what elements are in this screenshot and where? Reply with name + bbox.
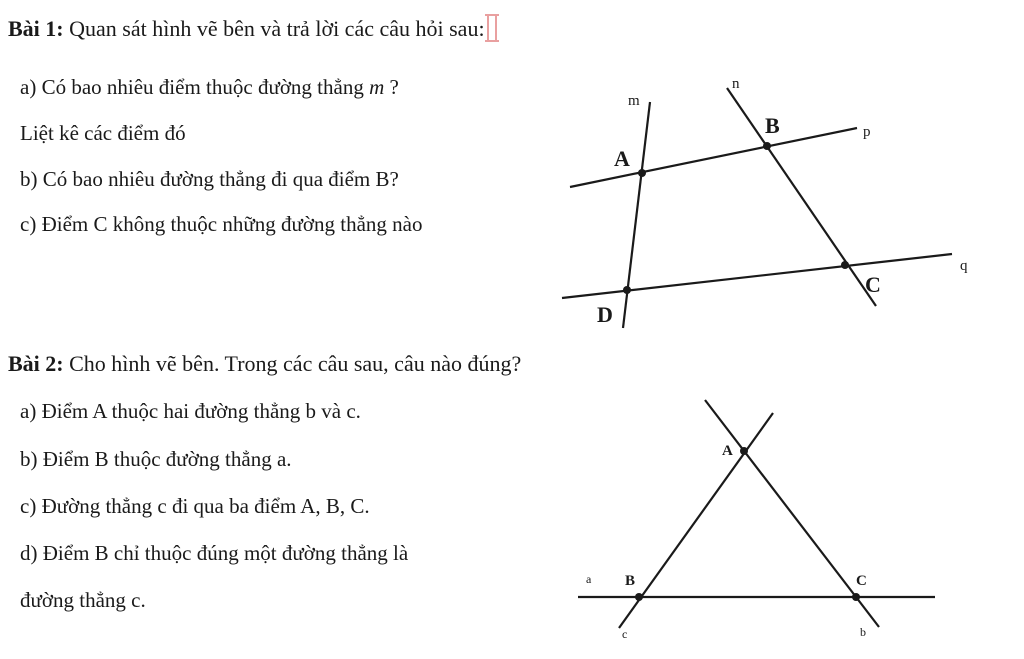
line-n-label: n — [732, 76, 740, 92]
point-c-label: C — [865, 272, 881, 297]
bai1-title-text: Quan sát hình vẽ bên và trả lời các câu hỏi sau: — [63, 16, 485, 41]
figure-1 — [562, 88, 952, 328]
figure-2-points — [635, 447, 860, 601]
line-m-label: m — [628, 93, 640, 109]
line-b-label: b — [860, 625, 866, 639]
line-m — [623, 102, 650, 328]
bai2-question-c: c) Đường thẳng c đi qua ba điểm A, B, C. — [20, 494, 370, 518]
point-c-dot — [841, 261, 849, 269]
bai2-question-a: a) Điểm A thuộc hai đường thẳng b và c. — [20, 399, 361, 423]
bai1-question-b: b) Có bao nhiêu đường thẳng đi qua điểm B? — [20, 167, 399, 191]
line-b — [705, 400, 879, 627]
point-b-dot — [763, 142, 771, 150]
point-a-label: A — [614, 146, 630, 171]
point-d-label: D — [597, 302, 613, 327]
point-b2-dot — [635, 593, 643, 601]
bai2-question-d-line2: đường thẳng c. — [20, 588, 146, 612]
bai1-title-bold: Bài 1: — [8, 16, 64, 41]
bai1-question-a-end: ? — [384, 75, 399, 99]
figure-2 — [578, 400, 935, 628]
point-c2-label: C — [856, 573, 867, 589]
point-b-label: B — [765, 113, 780, 138]
bai1-question-a-var: m — [369, 75, 385, 99]
bai2-title-bold: Bài 2: — [8, 351, 64, 376]
bai1-question-a-line2: Liệt kê các điểm đó — [20, 121, 186, 145]
point-a2-label: A — [722, 443, 733, 459]
bai2-title-text: Cho hình vẽ bên. Trong các câu sau, câu nào đúng? — [63, 351, 522, 376]
bai1-question-c: c) Điểm C không thuộc những đường thẳng nào — [20, 212, 423, 236]
point-b2-label: B — [625, 573, 636, 589]
point-c2-dot — [852, 593, 860, 601]
bai1-question-a-text: a) Có bao nhiêu điểm thuộc đường thẳng — [20, 75, 370, 99]
line-n — [727, 88, 876, 306]
line-q — [562, 254, 952, 298]
point-d-dot — [623, 286, 631, 294]
bai2-question-b: b) Điểm B thuộc đường thẳng a. — [20, 447, 292, 471]
line-p-label: p — [863, 124, 871, 140]
line-a-label: a — [586, 572, 592, 586]
bai2-question-d: d) Điểm B chỉ thuộc đúng một đường thẳng là — [20, 541, 409, 565]
line-q-label: q — [960, 258, 968, 274]
point-a-dot — [638, 169, 646, 177]
line-c-label: c — [622, 627, 628, 641]
point-a2-dot — [740, 447, 748, 455]
